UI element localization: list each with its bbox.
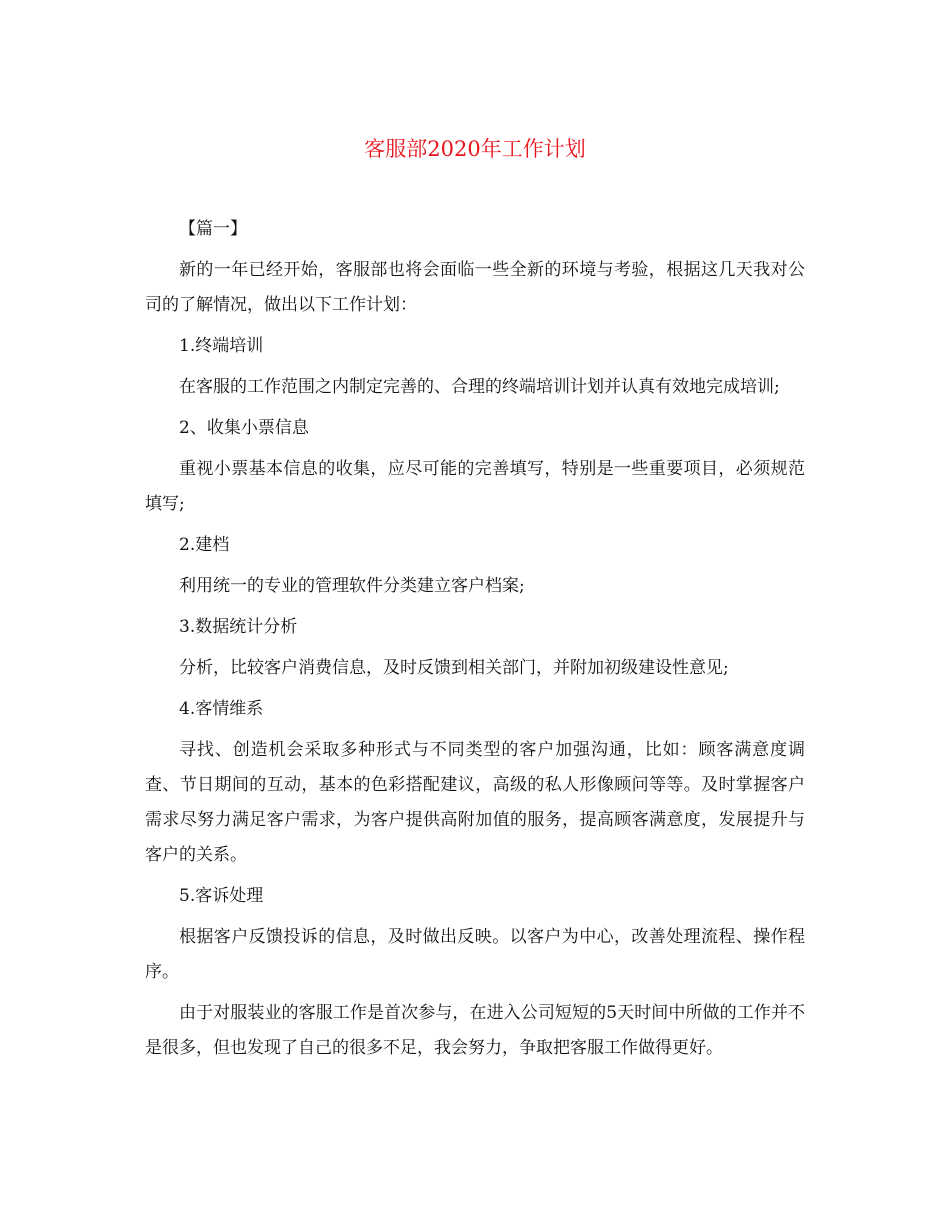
item-heading-customer-relations: 4.客情维系 bbox=[179, 699, 264, 719]
item-text-complaints: 根据客户反馈投诉的信息，及时做出反映。以客户为中心，改善处理流程、操作程序。 bbox=[145, 927, 805, 982]
item-text-receipt-info: 重视小票基本信息的收集，应尽可能的完善填写，特别是一些重要项目，必须规范填写; bbox=[145, 459, 805, 514]
item-text-filing: 利用统一的专业的管理软件分类建立客户档案; bbox=[179, 576, 525, 596]
conclusion-paragraph: 由于对服装业的客服工作是首次参与，在进入公司短短的5天时间中所做的工作并不是很多，但也发现了自己的很多不足，我会努力，争取把客服工作做得更好。 bbox=[145, 1003, 805, 1058]
document-title: 客服部2020年工作计划 bbox=[364, 137, 586, 161]
document-body bbox=[145, 212, 805, 1072]
item-text-customer-relations: 寻找、创造机会采取多种形式与不同类型的客户加强沟通，比如：顾客满意度调查、节日期间的互动，基本的色彩搭配建议，高级的私人形像顾问等等。及时掌握客户需求尽努力满足客户需求，为客户提供高附加值的服务，提高顾客满意度，发展提升与客户的关系。 bbox=[145, 740, 805, 865]
intro-paragraph: 新的一年已经开始，客服部也将会面临一些全新的环境与考验，根据这几天我对公司的了解情况，做出以下工作计划： bbox=[145, 260, 805, 315]
section-label: 【篇一】 bbox=[179, 219, 247, 239]
item-heading-terminal-training: 1.终端培训 bbox=[179, 336, 264, 356]
item-text-data-analysis: 分析，比较客户消费信息，及时反馈到相关部门，并附加初级建设性意见; bbox=[179, 658, 729, 678]
item-heading-receipt-info: 2、收集小票信息 bbox=[179, 418, 309, 438]
item-heading-complaints: 5.客诉处理 bbox=[179, 886, 264, 906]
item-heading-data-analysis: 3.数据统计分析 bbox=[179, 617, 298, 637]
item-heading-filing: 2.建档 bbox=[179, 535, 230, 555]
item-text-terminal-training: 在客服的工作范围之内制定完善的、合理的终端培训计划并认真有效地完成培训; bbox=[179, 377, 780, 397]
